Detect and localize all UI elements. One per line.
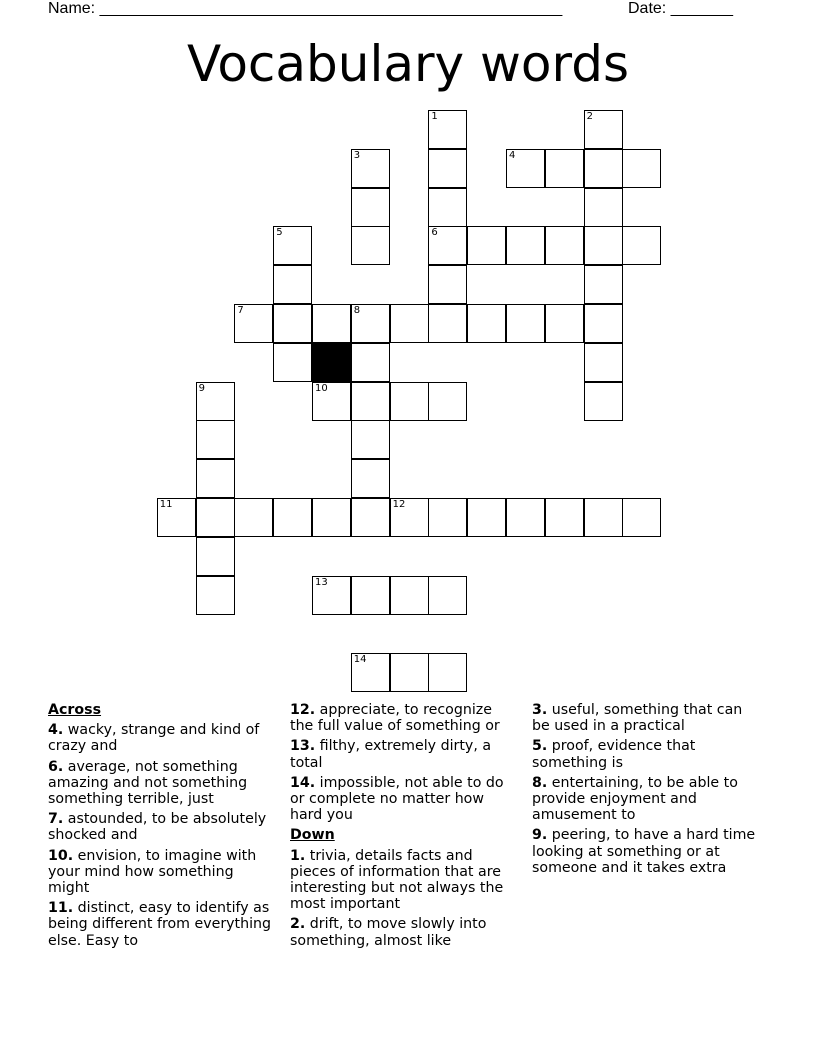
clue-text: astounded, to be absolutely shocked and [48, 811, 267, 844]
grid-cell[interactable] [428, 226, 467, 265]
clue-number: 11. [48, 900, 74, 917]
name-field-label: Name: ____________________________________________________ [48, 0, 563, 17]
clue-item [48, 900, 276, 949]
cell-number: 10 [315, 382, 328, 394]
grid-cell[interactable] [351, 576, 390, 615]
clue-item [290, 738, 518, 770]
grid-cell[interactable] [196, 576, 235, 615]
clue-number: 1. [290, 847, 306, 864]
grid-cell[interactable] [506, 149, 545, 188]
grid-cell[interactable] [428, 265, 467, 304]
clue-text: drift, to move slowly into something, almost like [290, 916, 487, 949]
grid-cell[interactable] [506, 498, 545, 537]
cell-number: 9 [198, 382, 205, 394]
clue-number: 5. [532, 738, 548, 755]
grid-cell[interactable] [196, 459, 235, 498]
clue-item [48, 759, 276, 808]
clue-text: useful, something that can be used in a practical [532, 702, 743, 735]
grid-cell[interactable] [428, 149, 467, 188]
clue-text: distinct, easy to identify as being different from everything else. Easy to [48, 900, 272, 949]
down-heading: Down [290, 827, 335, 844]
grid-cell[interactable] [351, 226, 390, 265]
grid-cell[interactable] [428, 304, 467, 343]
cell-number: 14 [353, 654, 367, 666]
clue-item [532, 702, 760, 734]
grid-cell[interactable] [584, 188, 623, 227]
grid-cell[interactable] [584, 382, 623, 421]
clue-text: impossible, not able to do or complete no matter how hard you [290, 774, 504, 824]
clue-number: 2. [290, 916, 306, 933]
clue-text: proof, evidence that something is [532, 738, 696, 771]
cell-number: 5 [276, 227, 283, 239]
grid-block [312, 343, 351, 382]
grid-cell[interactable] [584, 498, 623, 537]
grid-cell[interactable] [312, 498, 351, 537]
grid-cell[interactable] [506, 304, 545, 343]
clue-number: 12. [290, 702, 316, 718]
grid-cell[interactable] [467, 304, 506, 343]
grid-cell[interactable] [506, 226, 545, 265]
grid-cell[interactable] [622, 149, 661, 188]
cell-number: 8 [353, 305, 361, 316]
clue-number: 14. [290, 774, 316, 791]
grid-cell[interactable] [273, 343, 312, 382]
grid-cell[interactable] [390, 498, 429, 537]
clue-text: wacky, strange and kind of crazy and [48, 722, 260, 755]
grid-cell[interactable] [351, 459, 390, 498]
grid-cell[interactable] [428, 110, 467, 149]
grid-cell[interactable] [273, 304, 312, 343]
grid-cell[interactable] [545, 149, 584, 188]
grid-cell[interactable] [196, 498, 235, 537]
clue-item [290, 848, 518, 913]
page-title: Vocabulary words [187, 35, 629, 93]
grid-cell[interactable] [234, 304, 273, 343]
grid-cell[interactable] [196, 537, 235, 576]
grid-cell[interactable] [312, 382, 351, 421]
clue-column-1 [48, 702, 276, 953]
clue-item [532, 775, 760, 824]
grid-cell[interactable] [351, 304, 390, 343]
grid-cell[interactable] [545, 226, 584, 265]
clue-number: 4. [48, 722, 64, 739]
clue-item [48, 811, 276, 843]
cell-number: 7 [237, 305, 244, 316]
grid-cell[interactable] [351, 149, 390, 188]
grid-cell[interactable] [584, 343, 623, 382]
grid-cell[interactable] [351, 188, 390, 227]
grid-cell[interactable] [157, 498, 196, 537]
clue-text: filthy, extremely dirty, a total [290, 738, 492, 771]
grid-cell[interactable] [312, 576, 351, 615]
grid-cell[interactable] [351, 343, 390, 382]
grid-cell[interactable] [390, 304, 429, 343]
clue-item [290, 916, 518, 948]
grid-cell[interactable] [545, 304, 584, 343]
grid-cell[interactable] [273, 265, 312, 304]
clue-column-3 [532, 702, 760, 880]
clue-item [290, 775, 518, 824]
clue-text: trivia, details facts and pieces of information that are interesting but not always the most important [290, 847, 504, 913]
clue-text: appreciate, to recognize the full value of something or [290, 702, 500, 735]
clue-item [48, 848, 276, 897]
clue-text: envision, to imagine with your mind how something might [48, 847, 257, 897]
clue-text: peering, to have a hard time looking at something or at someone and it takes extra [532, 827, 756, 876]
grid-cell[interactable] [428, 576, 467, 615]
cell-number: 13 [315, 576, 328, 588]
grid-cell[interactable] [545, 498, 584, 537]
grid-cell[interactable] [390, 576, 429, 615]
grid-cell[interactable] [584, 304, 623, 343]
clue-text: entertaining, to be able to provide enjoyment and amusement to [532, 774, 738, 824]
clue-item [532, 738, 760, 770]
grid-cell[interactable] [196, 382, 235, 421]
cell-number: 11 [159, 499, 173, 510]
clue-number: 7. [48, 811, 64, 828]
grid-cell[interactable] [390, 653, 429, 692]
clue-column-2 [290, 702, 518, 953]
grid-cell[interactable] [467, 226, 506, 265]
clue-text: average, not something amazing and not something something terrible, just [48, 758, 248, 808]
clue-number: 9. [532, 827, 548, 844]
grid-cell[interactable] [428, 498, 467, 537]
grid-cell[interactable] [273, 226, 312, 265]
grid-cell[interactable] [622, 226, 661, 265]
clue-item [532, 827, 760, 876]
grid-cell[interactable] [351, 420, 390, 459]
cell-number: 4 [509, 149, 516, 161]
grid-cell[interactable] [428, 188, 467, 227]
grid-cell[interactable] [390, 382, 429, 421]
clue-number: 3. [532, 702, 548, 718]
grid-cell[interactable] [428, 653, 467, 692]
cell-number: 12 [392, 499, 406, 510]
grid-cell[interactable] [584, 149, 623, 188]
grid-cell[interactable] [467, 498, 506, 537]
cell-number: 1 [431, 111, 438, 122]
grid-cell[interactable] [273, 498, 312, 537]
grid-cell[interactable] [622, 498, 661, 537]
grid-cell[interactable] [584, 265, 623, 304]
cell-number: 3 [353, 149, 361, 161]
grid-cell[interactable] [234, 498, 273, 537]
clue-number: 6. [48, 758, 64, 775]
clue-item [290, 702, 518, 734]
grid-cell[interactable] [351, 382, 390, 421]
grid-cell[interactable] [351, 498, 390, 537]
clue-number: 13. [290, 738, 316, 755]
grid-cell[interactable] [196, 420, 235, 459]
grid-cell[interactable] [584, 226, 623, 265]
cell-number: 6 [431, 227, 438, 239]
date-field-label: Date: _______ [628, 0, 733, 17]
cell-number: 2 [586, 111, 593, 122]
clue-number: 10. [48, 847, 74, 864]
grid-cell[interactable] [351, 653, 390, 692]
clue-item [48, 722, 276, 754]
across-heading: Across [48, 702, 102, 718]
grid-cell[interactable] [428, 382, 467, 421]
clue-number: 8. [532, 774, 548, 791]
grid-cell[interactable] [312, 304, 351, 343]
grid-cell[interactable] [584, 110, 623, 149]
